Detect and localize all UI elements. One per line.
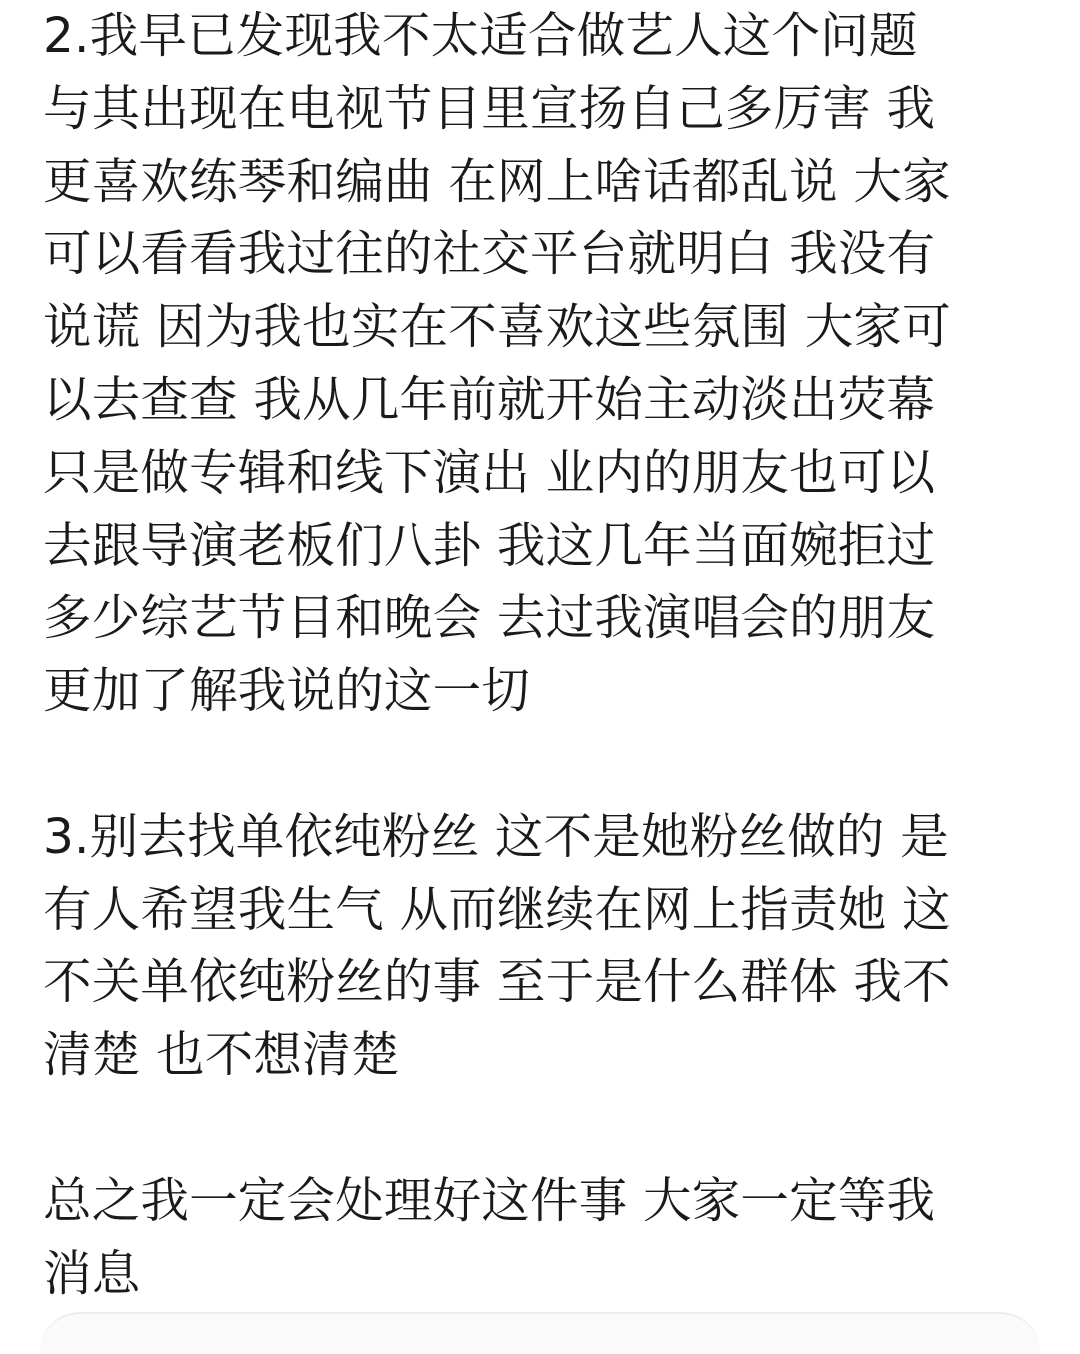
text-line: 更加了解我说的这一切	[43, 663, 531, 720]
text-line: 可以看看我过往的社交平台就明白 我没有	[43, 226, 936, 283]
text-line: 不关单依纯粉丝的事 至于是什么群体 我不	[43, 954, 951, 1011]
text-line: 只是做专辑和线下演出 业内的朋友也可以	[43, 444, 936, 501]
post-body-text	[43, 0, 1053, 1310]
text-line: 更喜欢练琴和编曲 在网上啥话都乱说 大家	[43, 153, 951, 210]
text-line: 多少综艺节目和晚会 去过我演唱会的朋友	[43, 590, 936, 647]
text-line: 总之我一定会处理好这件事 大家一定等我	[43, 1172, 936, 1229]
text-line: 说谎 因为我也实在不喜欢这些氛围 大家可	[43, 299, 951, 356]
text-line: 与其出现在电视节目里宣扬自己多厉害 我	[43, 80, 936, 137]
text-line: 以去查查 我从几年前就开始主动淡出荧幕	[43, 371, 936, 428]
closing-paragraph	[43, 1165, 1053, 1311]
text-line: 2.我早已发现我不太适合做艺人这个问题	[43, 8, 918, 64]
text-line: 清楚 也不想清楚	[43, 1027, 400, 1084]
text-line: 消息	[43, 1245, 141, 1302]
bottom-card-edge	[40, 1312, 1040, 1354]
paragraph-spacer	[43, 1092, 1053, 1165]
text-line: 有人希望我生气 从而继续在网上指责她 这	[43, 881, 951, 938]
text-line: 去跟导演老板们八卦 我这几年当面婉拒过	[43, 517, 936, 574]
text-line: 3.别去找单依纯粉丝 这不是她粉丝做的 是	[43, 808, 949, 865]
paragraph-2	[43, 0, 1053, 728]
paragraph-3	[43, 801, 1053, 1092]
paragraph-spacer	[43, 728, 1053, 801]
